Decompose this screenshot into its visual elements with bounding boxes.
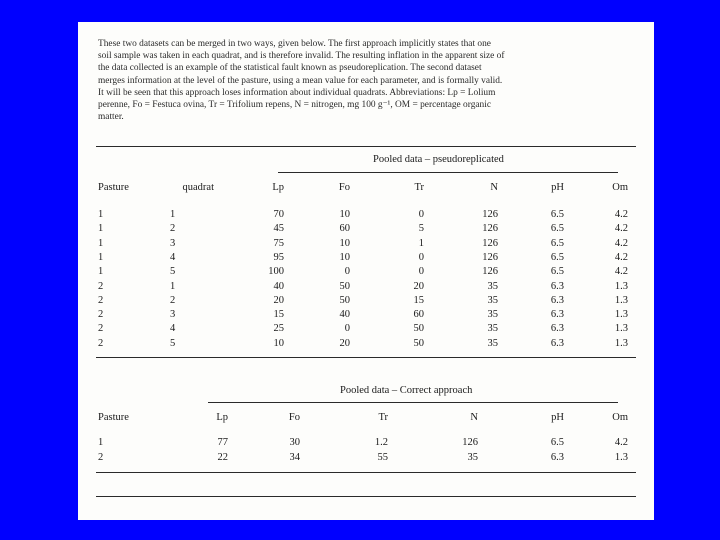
table1-cell: 60 [413,309,424,321]
table1-cell: 1 [98,251,104,263]
table1-cell: 2 [98,337,104,349]
intro-line: merges information at the level of the pasture, using a mean value for each parameter, and is formally valid. [98,75,503,86]
table1-cell: 4 [170,323,176,335]
table2-cell: 55 [377,452,388,463]
table2-cell: 22 [217,452,228,463]
table1-cell: 0 [418,251,424,263]
table1-cell: 20 [273,294,284,306]
table2-bottom-rule [96,472,636,473]
intro-line: It will be seen that this approach loses information about individual quadrats. Abbreviations: Lp = Lolium [98,87,496,98]
scanned-page [78,22,654,520]
table1-cell: 1 [418,237,424,249]
table1-cell: 6.5 [550,237,564,249]
table1-cell: 1 [98,209,104,220]
intro-line: These two datasets can be merged in two ways, given below. The first approach implicitly states that one [98,39,491,49]
table1-cell: 4.2 [614,223,628,235]
page-bottom-rule [96,496,636,497]
table1-cell: 70 [273,209,284,220]
intro-line: soil sample was taken in each quadrat, and is therefore invalid. The resulting inflation in the apparent size of [98,51,505,62]
table1-cell: 6.5 [550,266,564,278]
table1-cell: 126 [482,237,498,249]
table1-bottom-rule [96,357,636,358]
table1-cell: 20 [339,337,350,349]
table1-header-tr: Tr [414,182,424,193]
intro-line: the data collected is an example of the statistical fault known as pseudoreplication. The second dataset [98,63,482,74]
table1-cell: 6.3 [550,294,564,306]
table1-cell: 20 [413,280,424,292]
table1-cell: 5 [170,266,176,278]
table1-cell: 60 [339,223,350,235]
table1-cell: 25 [273,323,284,335]
table1-cell: 6.3 [550,309,564,321]
table1-cell: 15 [413,294,424,306]
table2-header-tr: Tr [378,412,388,423]
table1-cell: 0 [344,323,350,335]
table1-cell: 4.2 [614,266,628,278]
table1-cell: 0 [418,266,424,278]
table2-header-lp: Lp [216,412,228,423]
table2-caption-rule [208,402,618,403]
table1-cell: 4 [170,251,176,263]
table1-cell: 50 [413,323,424,335]
table1-cell: 126 [482,223,498,235]
table1-cell: 0 [344,266,350,278]
table1-cell: 15 [273,309,284,321]
table2-header-ph: pH [551,412,564,423]
table1-cell: 4.2 [614,251,628,263]
table1-header-om: Om [612,182,628,193]
table1-cell: 6.5 [550,251,564,263]
table1-cell: 35 [487,323,498,335]
table1-cell: 2 [98,323,104,335]
table1-cell: 5 [170,337,176,349]
table1-cell: 1 [98,266,104,278]
table1-cell: 50 [339,280,350,292]
table2-header-fo: Fo [288,412,300,423]
table1-header-pasture: Pasture [98,182,129,193]
table1-cell: 0 [418,209,424,220]
table2-cell: 1.3 [614,452,628,463]
table2-cell: 35 [467,452,478,463]
table2-header-pasture: Pasture [98,412,129,423]
table1-cell: 1.3 [614,323,628,335]
intro-line: matter. [98,112,124,123]
table1-cell: 2 [170,294,176,306]
table2-cell: 6.3 [550,452,564,463]
table1-cell: 50 [339,294,350,306]
table1-cell: 1 [98,237,104,249]
table1-cell: 1.3 [614,280,628,292]
table1-cell: 10 [339,237,350,249]
table2-cell: 1.2 [374,437,388,448]
table1-cell: 6.5 [550,223,564,235]
table1-cell: 35 [487,294,498,306]
table1-cell: 100 [268,266,284,278]
table1-header-ph: pH [551,182,564,193]
table1-cell: 10 [273,337,284,349]
table1-cell: 50 [413,337,424,349]
table1-top-rule [96,146,636,147]
table2-header-n: N [470,412,478,423]
table1-cell: 4.2 [614,209,628,220]
table2-cell: 6.5 [550,437,564,448]
table1-cell: 1.3 [614,294,628,306]
table1-cell: 2 [98,294,104,306]
table2-caption: Pooled data – Correct approach [340,385,473,396]
table1-cell: 1.3 [614,337,628,349]
table1-header-fo: Fo [338,182,350,193]
table1-header-quadrat: quadrat [182,182,214,193]
table1-cell: 3 [170,237,176,249]
table2-cell: 77 [217,437,228,448]
table1-header-lp: Lp [272,182,284,193]
table1-cell: 45 [273,223,284,235]
table1-cell: 1 [170,209,176,220]
table2-cell: 126 [462,437,478,448]
intro-paragraph [98,38,638,123]
table2-cell: 2 [98,452,104,463]
table1-cell: 35 [487,280,498,292]
table1-cell: 5 [418,223,424,235]
table1-cell: 6.3 [550,280,564,292]
table1-cell: 6.3 [550,323,564,335]
table1-cell: 1 [170,280,176,292]
table1-cell: 126 [482,251,498,263]
table1-cell: 126 [482,209,498,220]
table1-cell: 2 [98,309,104,321]
table1-cell: 2 [170,223,176,235]
table1-cell: 40 [339,309,350,321]
table1-cell: 6.3 [550,337,564,349]
table1-caption: Pooled data – pseudoreplicated [373,154,504,165]
table2-cell: 4.2 [614,437,628,448]
table1-cell: 35 [487,309,498,321]
table1-cell: 126 [482,266,498,278]
table1-cell: 35 [487,337,498,349]
table2-cell: 34 [289,452,300,463]
table1-cell: 1.3 [614,309,628,321]
table1-cell: 3 [170,309,176,321]
table1-cell: 75 [273,237,284,249]
table1-cell: 4.2 [614,237,628,249]
table2-cell: 1 [98,437,104,448]
table2-header-om: Om [612,412,628,423]
table2-cell: 30 [289,437,300,448]
table1-cell: 95 [273,251,284,263]
table1-cell: 1 [98,223,104,235]
table1-cell: 10 [339,251,350,263]
table1-cell: 2 [98,280,104,292]
table1-cell: 40 [273,280,284,292]
intro-line: perenne, Fo = Festuca ovina, Tr = Trifolium repens, N = nitrogen, mg 100 g⁻¹, OM = percentage organic [98,100,492,111]
table1-cell: 10 [339,209,350,220]
table1-cell: 6.5 [550,209,564,220]
table1-caption-rule [278,172,618,173]
table1-header-n: N [490,182,498,193]
